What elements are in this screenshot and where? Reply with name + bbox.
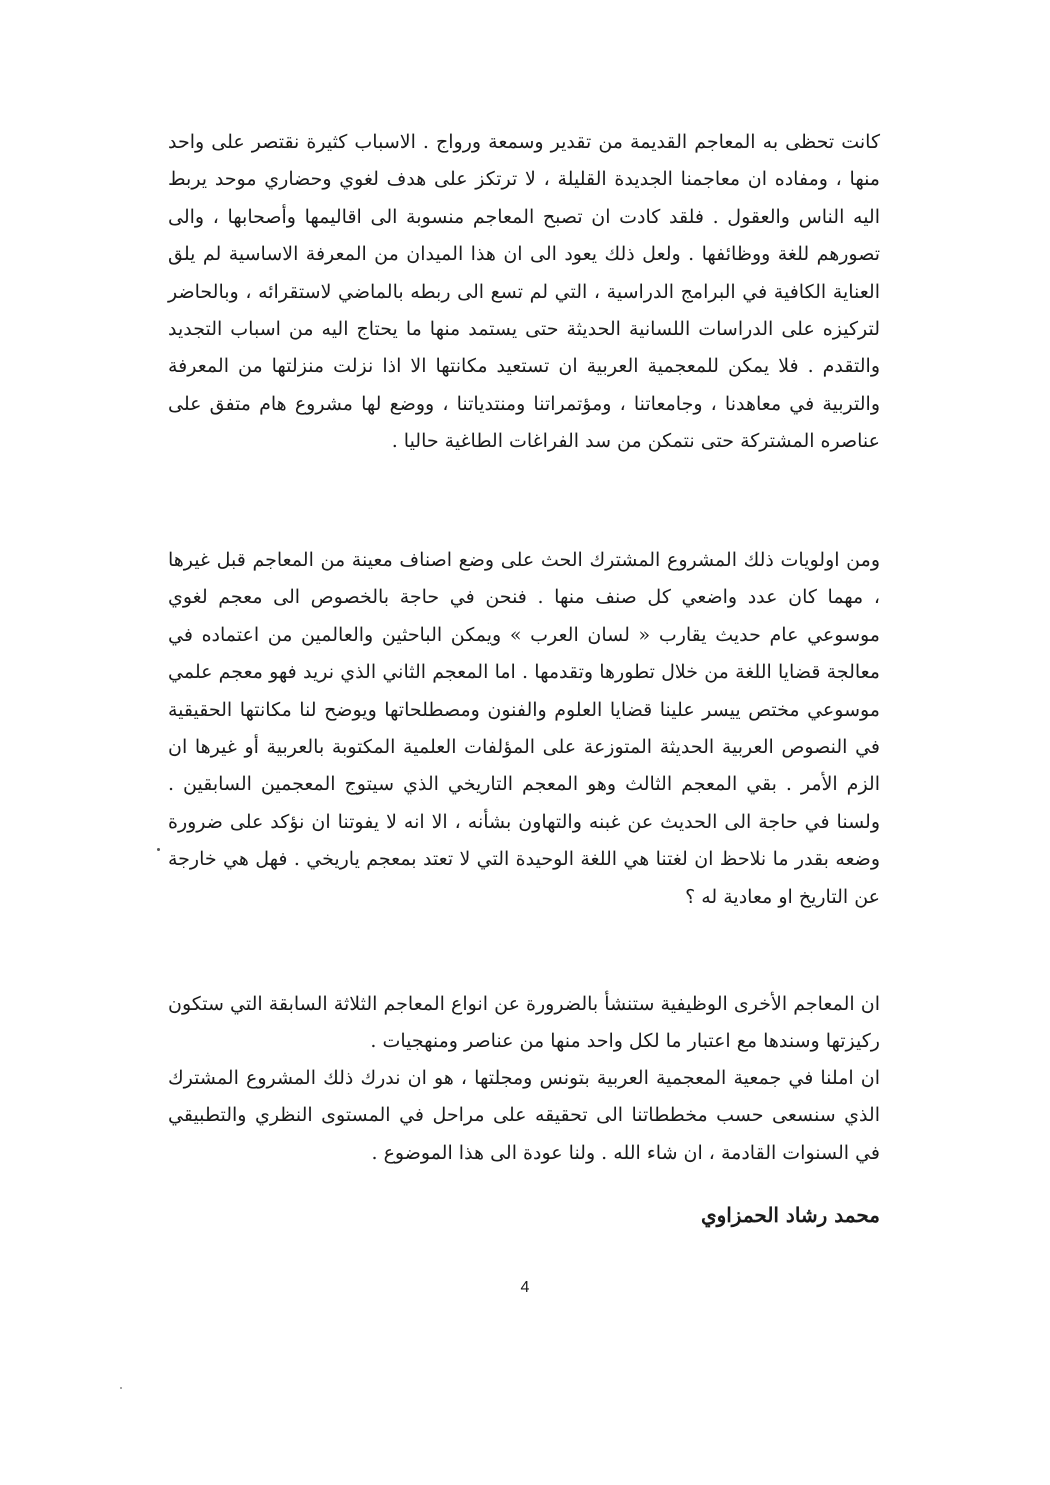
scan-speck <box>157 848 160 851</box>
paragraph-4: ان املنا في جمعية المعجمية العربية بتونس ومجلتها ، هو ان ندرك ذلك المشروع المشترك الذي سنسعى حسب مخططاتنا الى تحقيقه على مراحل في المستوى النظري والتطبيقي في السنوات القادمة ، ان شاء الله . ولنا عودة الى هذا الموضوع . <box>168 1067 880 1164</box>
paragraph-1: كانت تحظى به المعاجم القديمة من تقدير وسمعة ورواج . الاسباب كثيرة نقتصر على واحد منها ، ومفاده ان معاجمنا الجديدة القليلة ، لا ترتكز على هدف لغوي وحضاري موحد يربط اليه الناس والعقول . فلقد كادت ان تصبح المعاجم منسوبة الى اقاليمها وأصحابها ، والى تصورهم للغة ووظائفها . ولعل ذلك يعود الى ان هذا الميدان من المعرفة الاساسية لم يلق العناية الكافية في البرامج الدراسية ، التي لم تسع الى ربطه بالماضي لاستقرائه ، وبالحاضر لتركيزه على الدراسات اللسانية الحديثة حتى يستمد منها ما يحتاج اليه من اسباب التجديد والتقدم . فلا يمكن للمعجمية العربية ان تستعيد مكانتها الا اذا نزلت منزلتها من المعرفة والتربية في معاهدنا ، وجامعاتنا ، ومؤتمراتنا ومنتدياتنا ، ووضع لها مشروع هام متفق على عناصره المشتركة حتى نتمكن من سد الفراغات الطاغية حاليا . <box>168 131 880 453</box>
author-signature: محمد رشاد الحمزاوي <box>700 1203 880 1227</box>
paragraph-2: ومن اولويات ذلك المشروع المشترك الحث على وضع اصناف معينة من المعاجم قبل غيرها ، مهما كان عدد واضعي كل صنف منها . فنحن في حاجة بالخصوص الى معجم لغوي موسوعي عام حديث يقارب « لسان العرب » ويمكن الباحثين والعالمين من اعتماده في معالجة قضايا اللغة من خلال تطورها وتقدمها . اما المعجم الثاني الذي نريد فهو معجم علمي موسوعي مختص ييسر علينا قضايا العلوم والفنون ومصطلحاتها ويوضح لنا مكانتها الحقيقية في النصوص العربية الحديثة المتوزعة على المؤلفات العلمية المكتوبة بالعربية أو غيرها ان الزم الأمر . بقي المعجم الثالث وهو المعجم التاريخي الذي سيتوج المعجمين السابقين . ولسنا في حاجة الى الحديث عن غبنه والتهاون بشأنه ، الا انه لا يفوتنا ان نؤكد على ضرورة وضعه بقدر ما نلاحظ ان لغتنا هي اللغة الوحيدة التي لا تعتد بمعجم ياريخي . فهل هي خارجة عن التاريخ او معادية له ؟ <box>168 549 880 908</box>
paragraph-3: ان المعاجم الأخرى الوظيفية ستنشأ بالضرورة عن انواع المعاجم الثلاثة السابقة التي ستكون ركيزتها وسندها مع اعتبار ما لكل واحد منها من عناصر ومنهجيات . <box>168 993 880 1053</box>
page-number: 4 <box>520 1279 530 1296</box>
scan-speck <box>120 1387 122 1389</box>
